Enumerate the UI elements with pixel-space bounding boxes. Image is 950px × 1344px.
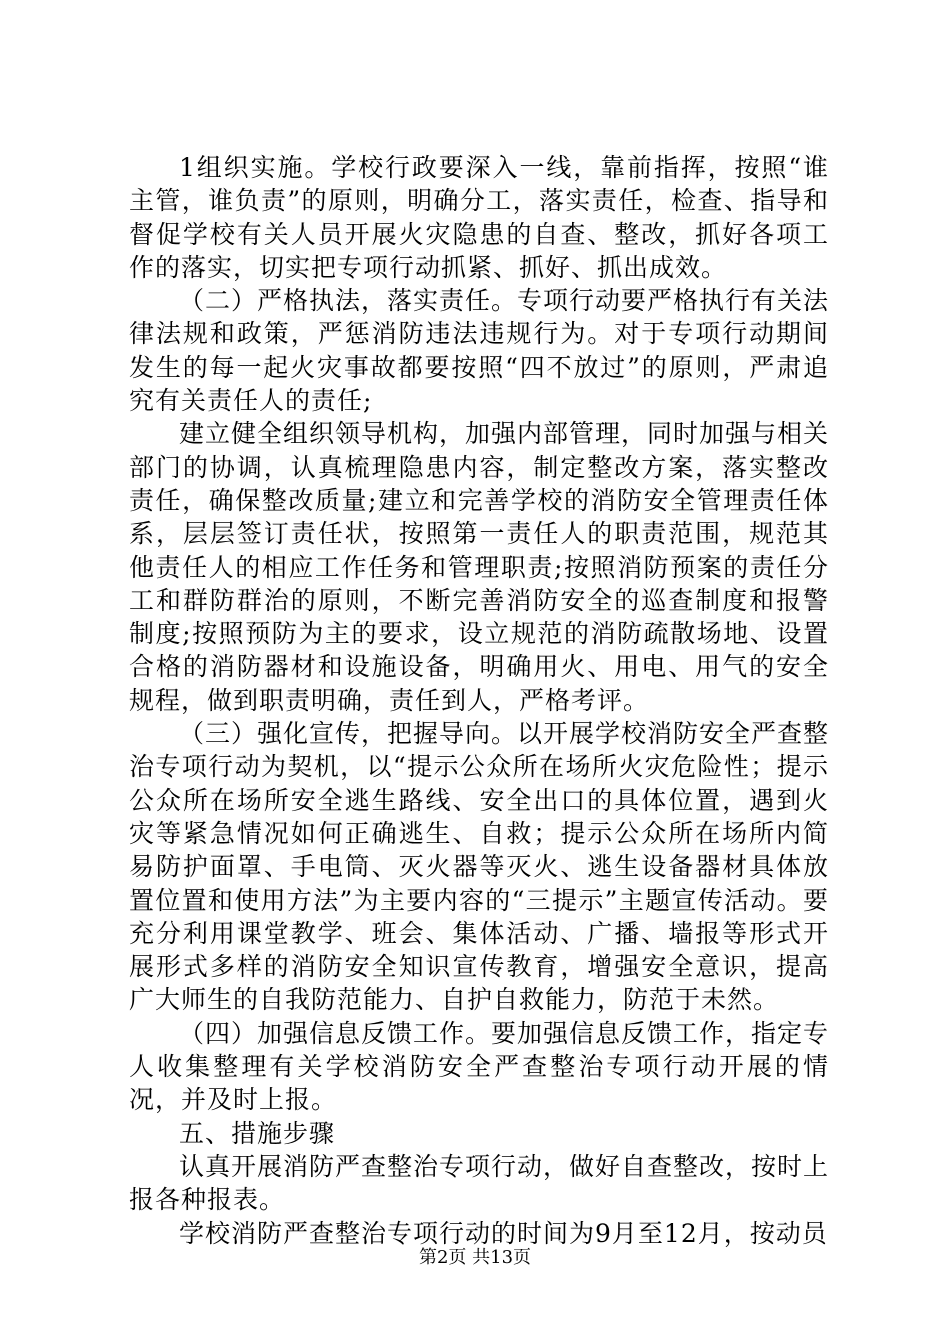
- paragraph-strict-law-enforcement: （二）严格执法，落实责任。专项行动要严格执行有关法律法规和政策，严惩消防违法违规行为。对于专项行动期间发生的每一起火灾事故都要按照“四不放过”的原则，严肃追究有关责任人的责任;: [129, 286, 830, 416]
- paragraph-action-timeline: 学校消防严查整治专项行动的时间为9月至12月，按动员: [179, 1218, 828, 1248]
- paragraph-establish-organization: 建立健全组织领导机构，加强内部管理，同时加强与相关部门的协调，认真梳理隐患内容，制定整改方案，落实整改责任，确保整改质量;建立和完善学校的消防安全管理责任体系，层层签订责任状，按照第一责任人的职责范围，规范其他责任人的相应工作任务和管理职责;按照消防预案的责任分工和群防群治的原则，不断完善消防安全的巡查制度和报警制度;按照预防为主的要求，设立规范的消防疏散场地、设置合格的消防器材和设施设备，明确用火、用电、用气的安全规程，做到职责明确，责任到人，严格考评。: [129, 419, 830, 715]
- paragraph-information-feedback: （四）加强信息反馈工作。要加强信息反馈工作，指定专人收集整理有关学校消防安全严查整治专项行动开展的情况，并及时上报。: [129, 1018, 830, 1115]
- page-number-footer: 第2页 共13页: [418, 1247, 532, 1268]
- document-body: [129, 151, 829, 1250]
- paragraph-self-inspection: 认真开展消防严查整治专项行动，做好自查整改，按时上报各种报表。: [129, 1151, 830, 1215]
- section-heading-measures: 五、措施步骤: [179, 1118, 336, 1148]
- paragraph-organize-implementation: 1组织实施。学校行政要深入一线，靠前指挥，按照“谁主管，谁负责”的原则，明确分工，落实责任，检查、指导和督促学校有关人员开展火灾隐患的自查、整改，抓好各项工作的落实，切实把专项行动抓紧、抓好、抓出成效。: [129, 153, 829, 282]
- paragraph-strengthen-publicity: （三）强化宣传，把握导向。以开展学校消防安全严查整治专项行动为契机，以“提示公众所在场所火灾危险性；提示公众所在场所安全逃生路线、安全出口的具体位置，遇到火灾等紧急情况如何正确逃生、自救；提示公众所在场所内简易防护面罩、手电筒、灭火器等灭火、逃生设备器材具体放置位置和使用方法”为主要内容的“三提示”主题宣传活动。要充分利用课堂教学、班会、集体活动、广播、墙报等形式开展形式多样的消防安全知识宣传教育，增强安全意识，提高广大师生的自我防范能力、自护自救能力，防范于未然。: [129, 719, 830, 1015]
